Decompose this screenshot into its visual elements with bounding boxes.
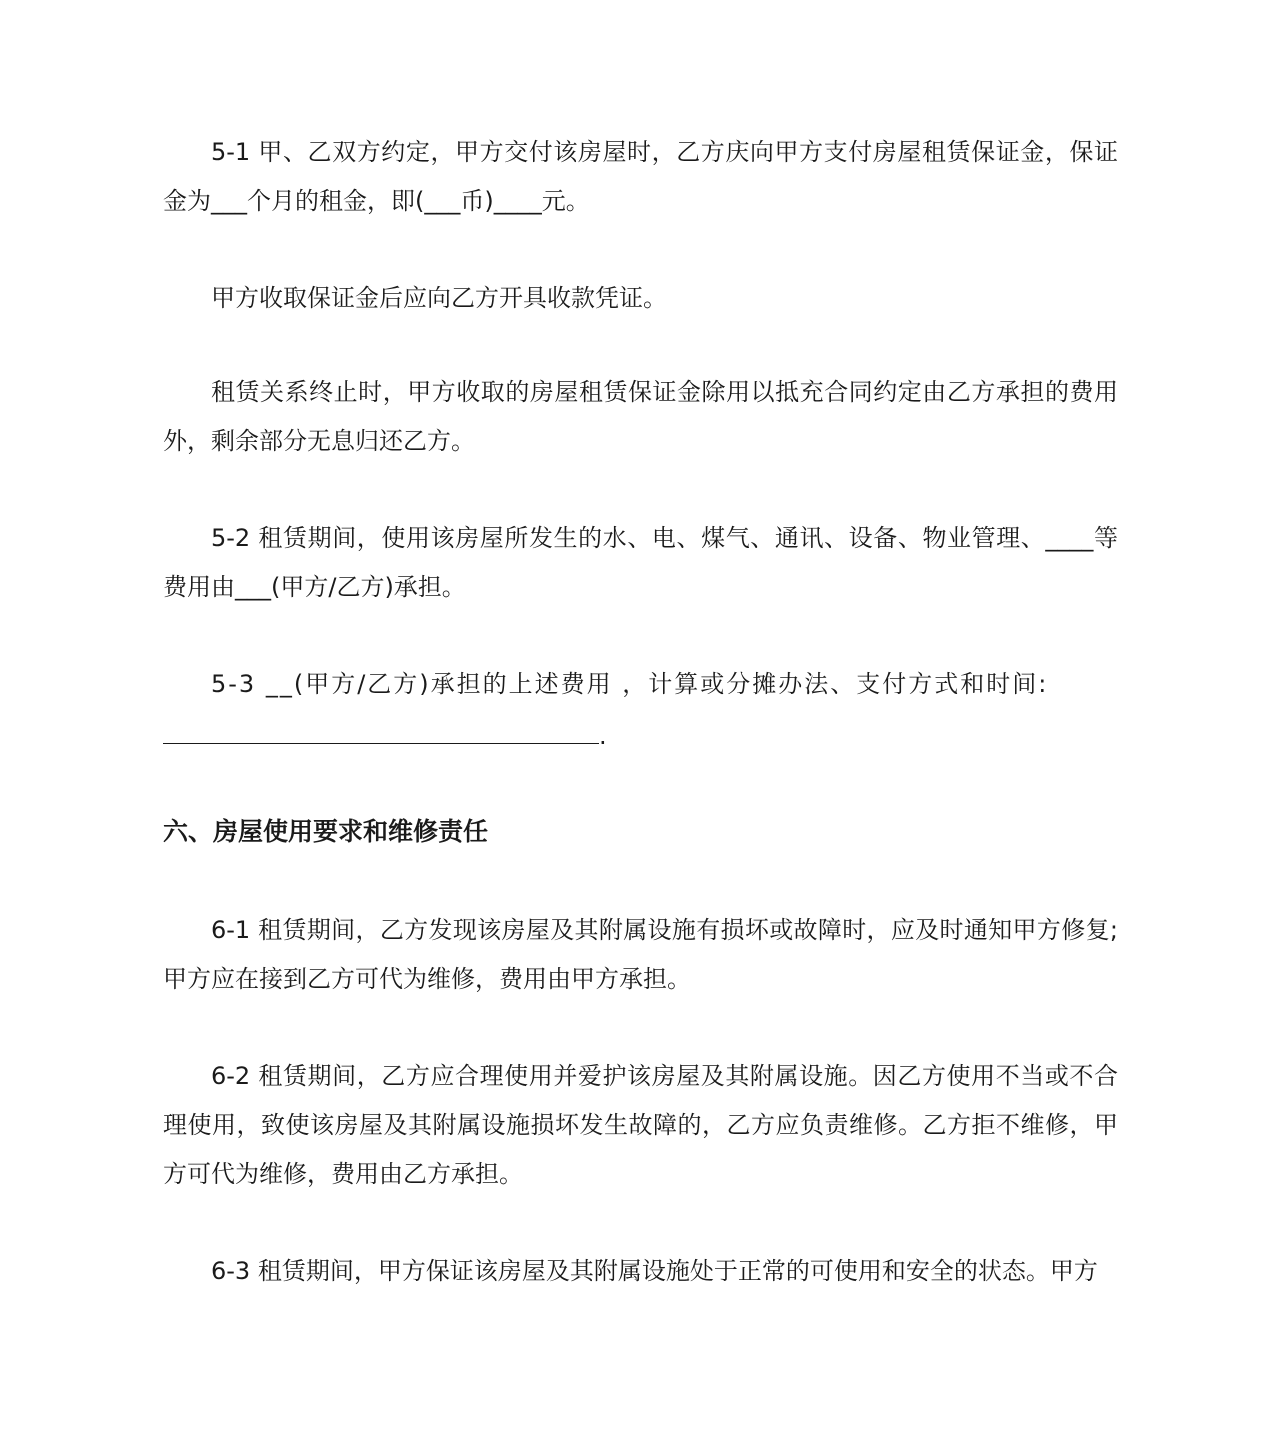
paragraph-5-3 <box>163 660 1118 709</box>
paragraph-5-3-blank <box>163 716 607 756</box>
paragraph-5-1: 5-1 甲、乙双方约定，甲方交付该房屋时，乙方庆向甲方支付房屋租赁保证金，保证金为___个月的租金，即(___币)____元。 <box>163 138 1118 215</box>
paragraph-deposit-return: 租赁关系终止时，甲方收取的房屋租赁保证金除用以抵充合同约定由乙方承担的费用外，剩余部分无息归还乙方。 <box>163 378 1118 455</box>
fill-in-blank-line <box>163 721 599 744</box>
paragraph-6-1: 6-1 租赁期间，乙方发现该房屋及其附属设施有损坏或故障时，应及时通知甲方修复;甲方应在接到乙方可代为维修，费用由甲方承担。 <box>163 916 1118 993</box>
section-heading-6: 六、房屋使用要求和维修责任 <box>163 817 489 846</box>
paragraph-5-3-text: 5-3 __(甲方/乙方)承担的上述费用 ，计算或分摊办法、支付方式和时间: <box>211 670 1049 698</box>
paragraph-5-2: 5-2 租赁期间，使用该房屋所发生的水、电、煤气、通讯、设备、物业管理、____等费用由___(甲方/乙方)承担。 <box>163 524 1118 601</box>
paragraph-5-3-end: . <box>599 722 607 750</box>
paragraph-6-2: 6-2 租赁期间，乙方应合理使用并爱护该房屋及其附属设施。因乙方使用不当或不合理使用，致使该房屋及其附属设施损坏发生故障的，乙方应负责维修。乙方拒不维修，甲方可代为维修，费用由乙方承担。 <box>163 1062 1118 1188</box>
paragraph-6-3: 6-3 租赁期间，甲方保证该房屋及其附属设施处于正常的可使用和安全的状态。甲方 <box>211 1257 1098 1285</box>
paragraph-deposit-receipt: 甲方收取保证金后应向乙方开具收款凭证。 <box>211 284 667 312</box>
